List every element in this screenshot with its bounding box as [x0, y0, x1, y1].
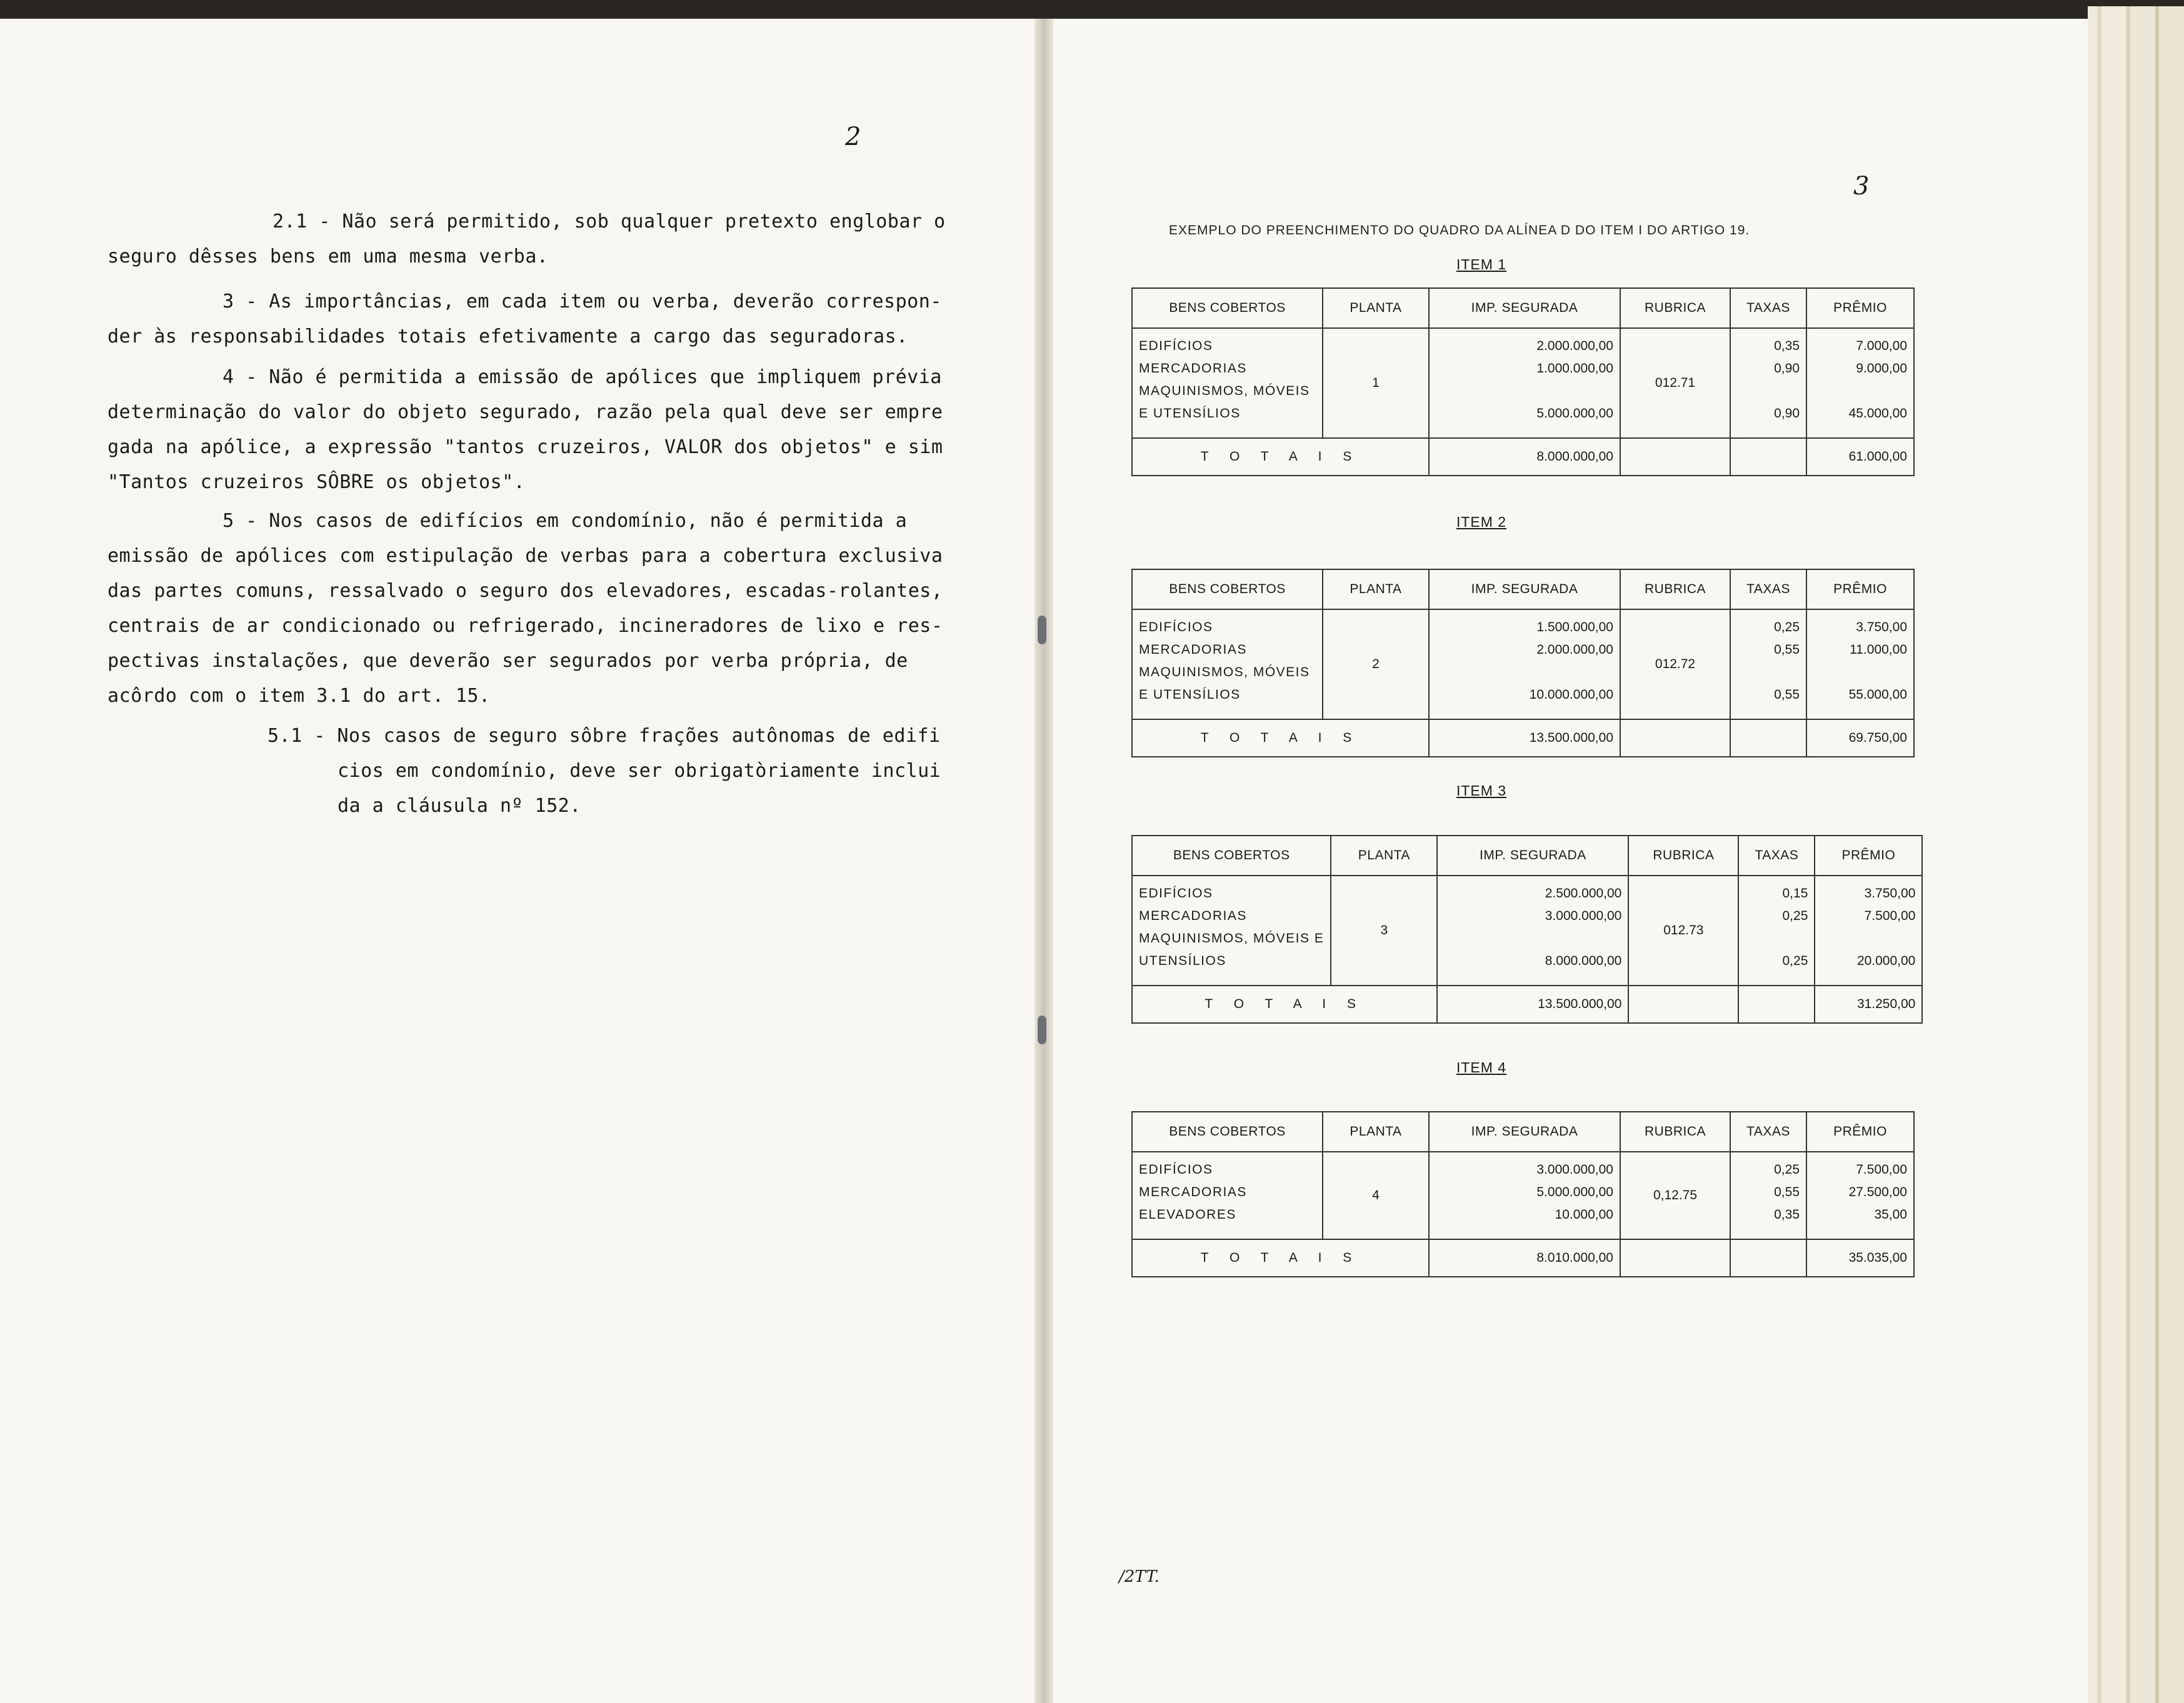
rate-cell-line: 0,90 — [1774, 361, 1800, 376]
insured-amount-cell-line: 1.000.000,00 — [1536, 361, 1613, 376]
insured-amount-cell-line: 8.000.000,00 — [1545, 954, 1622, 968]
total-insured-amount: 13.500.000,00 — [1429, 719, 1620, 757]
goods-cell-line: EDIFÍCIOS — [1139, 886, 1213, 901]
goods-cell-line: UTENSÍLIOS — [1139, 954, 1226, 968]
column-header: RUBRICA — [1620, 288, 1730, 328]
column-header: RUBRICA — [1628, 836, 1738, 876]
rubrica-cell: 0,12.75 — [1620, 1152, 1730, 1239]
goods-cell-line: EDIFÍCIOS — [1139, 1162, 1213, 1177]
premium-cell-line: 45.000,00 — [1848, 406, 1907, 421]
column-header: BENS COBERTOS — [1132, 836, 1331, 876]
insured-amount-cell — [1429, 609, 1620, 719]
column-header: IMP. SEGURADA — [1429, 1112, 1620, 1152]
column-header: TAXAS — [1730, 1112, 1806, 1152]
binding-clip — [1038, 1016, 1046, 1044]
rate-cell — [1730, 1152, 1806, 1239]
goods-cell-line: ELEVADORES — [1139, 1207, 1236, 1222]
paragraph-5-1-line: 5.1 - Nos casos de seguro sôbre frações autônomas de edifi — [268, 725, 941, 747]
premium-cell-line: 9.000,00 — [1856, 361, 1907, 376]
column-header: IMP. SEGURADA — [1437, 836, 1628, 876]
rate-cell-line: 0,35 — [1774, 339, 1800, 353]
total-premium: 69.750,00 — [1806, 719, 1914, 757]
rate-cell-line: 0,25 — [1782, 909, 1808, 923]
total-premium: 61.000,00 — [1806, 438, 1914, 476]
paragraph-5-line: das partes comuns, ressalvado o seguro dos elevadores, escadas-rolantes, — [108, 580, 943, 602]
page-number: 3 — [1853, 172, 1870, 201]
goods-cell-line: E UTENSÍLIOS — [1139, 687, 1241, 702]
column-header: PRÊMIO — [1806, 569, 1914, 609]
premium-cell-line: 3.750,00 — [1864, 886, 1916, 901]
column-header: RUBRICA — [1620, 1112, 1730, 1152]
column-header: PLANTA — [1323, 569, 1429, 609]
insured-amount-cell-line: 1.500.000,00 — [1536, 620, 1613, 634]
paragraph-5-line: centrais de ar condicionado ou refrigerado, incineradores de lixo e res- — [108, 615, 943, 637]
insured-amount-cell-line — [1444, 927, 1621, 950]
goods-cell — [1132, 328, 1323, 438]
premium-cell-line: 55.000,00 — [1848, 687, 1907, 702]
premium-cell — [1806, 1152, 1914, 1239]
example-header: EXEMPLO DO PREENCHIMENTO DO QUADRO DA ALÍNEA D DO ITEM I DO ARTIGO 19. — [1169, 223, 1750, 237]
column-header: IMP. SEGURADA — [1429, 288, 1620, 328]
insured-amount-cell-line — [1436, 380, 1613, 402]
paragraph-4-line: 4 - Não é permitida a emissão de apólices que impliquem prévia — [223, 366, 942, 388]
insured-amount-cell-line: 10.000.000,00 — [1529, 687, 1613, 702]
premium-cell-line: 3.750,00 — [1856, 620, 1907, 634]
paragraph-5-1-line: cios em condomínio, deve ser obrigatòriamente inclui — [338, 760, 941, 782]
column-header: BENS COBERTOS — [1132, 569, 1323, 609]
column-header: BENS COBERTOS — [1132, 1112, 1323, 1152]
rate-cell-line: 0,25 — [1774, 620, 1800, 634]
insured-amount-cell — [1429, 328, 1620, 438]
empty-cell — [1730, 1239, 1806, 1277]
paragraph-4-line: determinação do valor do objeto segurado, razão pela qual deve ser empre — [108, 401, 943, 423]
column-header: IMP. SEGURADA — [1429, 569, 1620, 609]
insured-amount-cell — [1429, 1152, 1620, 1239]
totals-label: T O T A I S — [1132, 986, 1437, 1023]
column-header: RUBRICA — [1620, 569, 1730, 609]
empty-cell — [1730, 438, 1806, 476]
rate-cell-line: 0,55 — [1774, 1185, 1800, 1199]
paragraph-5-line: emissão de apólices com estipulação de verbas para a cobertura exclusiva — [108, 545, 943, 567]
goods-cell — [1132, 609, 1323, 719]
totals-label: T O T A I S — [1132, 719, 1429, 757]
column-header: TAXAS — [1730, 288, 1806, 328]
insured-amount-cell-line: 5.000.000,00 — [1536, 406, 1613, 421]
rate-cell-line: 0,90 — [1774, 406, 1800, 421]
insurance-table — [1131, 1111, 1915, 1277]
premium-cell-line: 20.000,00 — [1856, 954, 1916, 968]
insurance-table — [1131, 569, 1915, 757]
paragraph-5-1-line: da a cláusula nº 152. — [338, 795, 581, 817]
insured-amount-cell-line: 3.000.000,00 — [1545, 909, 1622, 923]
insured-amount-cell-line: 10.000,00 — [1555, 1207, 1613, 1222]
paragraph-5-line: acôrdo com o item 3.1 do art. 15. — [108, 685, 491, 707]
rate-cell-line: 0,25 — [1774, 1162, 1800, 1177]
insured-amount-cell-line — [1436, 661, 1613, 684]
premium-cell-line: 7.000,00 — [1856, 339, 1907, 353]
column-header: PLANTA — [1323, 288, 1429, 328]
rate-cell-line — [1745, 927, 1808, 950]
rate-cell-line: 0,15 — [1782, 886, 1808, 901]
goods-cell-line: MAQUINISMOS, MÓVEIS — [1139, 665, 1310, 679]
planta-cell: 1 — [1323, 328, 1429, 438]
premium-cell — [1806, 328, 1914, 438]
column-header: TAXAS — [1738, 836, 1815, 876]
empty-cell — [1738, 986, 1815, 1023]
paragraph-3-line: 3 - As importâncias, em cada item ou verba, deverão correspon- — [223, 291, 942, 312]
item-title: ITEM 4 — [1456, 1059, 1507, 1076]
insured-amount-cell-line: 2.000.000,00 — [1536, 339, 1613, 353]
rate-cell-line: 0,35 — [1774, 1207, 1800, 1222]
insured-amount-cell-line: 2.500.000,00 — [1545, 886, 1622, 901]
total-insured-amount: 8.010.000,00 — [1429, 1239, 1620, 1277]
paragraph-5-line: 5 - Nos casos de edifícios em condomínio, não é permitida a — [223, 510, 908, 532]
empty-cell — [1620, 438, 1730, 476]
premium-cell-line: 27.500,00 — [1848, 1185, 1907, 1199]
paragraph-3-line: der às responsabilidades totais efetivamente a cargo das seguradoras. — [108, 326, 908, 347]
rate-cell — [1730, 609, 1806, 719]
insured-amount-cell-line: 5.000.000,00 — [1536, 1185, 1613, 1199]
item-title: ITEM 3 — [1456, 782, 1507, 799]
paragraph-2-1-line: 2.1 - Não será permitido, sob qualquer pretexto englobar o — [273, 211, 946, 232]
rate-cell-line — [1737, 661, 1800, 684]
paragraph-4-line: gada na apólice, a expressão "tantos cruzeiros, VALOR dos objetos" e sim — [108, 436, 943, 458]
insured-amount-cell-line: 2.000.000,00 — [1536, 642, 1613, 657]
rate-cell-line: 0,55 — [1774, 642, 1800, 657]
column-header: PRÊMIO — [1806, 1112, 1914, 1152]
empty-cell — [1628, 986, 1738, 1023]
totals-label: T O T A I S — [1132, 1239, 1429, 1277]
empty-cell — [1730, 719, 1806, 757]
rate-cell-line: 0,55 — [1774, 687, 1800, 702]
goods-cell-line: E UTENSÍLIOS — [1139, 406, 1241, 421]
premium-cell — [1806, 609, 1914, 719]
page-edges — [2088, 6, 2184, 1703]
goods-cell-line: EDIFÍCIOS — [1139, 620, 1213, 634]
premium-cell-line — [1821, 927, 1915, 950]
paragraph-5-line: pectivas instalações, que deverão ser segurados por verba própria, de — [108, 650, 908, 672]
column-header: BENS COBERTOS — [1132, 288, 1323, 328]
goods-cell-line: MAQUINISMOS, MÓVEIS — [1139, 384, 1310, 398]
book-spine — [1034, 19, 1053, 1703]
insurance-table — [1131, 835, 1923, 1024]
column-header: PLANTA — [1331, 836, 1437, 876]
planta-cell: 4 — [1323, 1152, 1429, 1239]
rubrica-cell: 012.71 — [1620, 328, 1730, 438]
goods-cell-line: MERCADORIAS — [1139, 361, 1247, 376]
page-number: 2 — [845, 122, 861, 151]
column-header: PRÊMIO — [1806, 288, 1914, 328]
goods-cell — [1132, 876, 1331, 986]
column-header: PLANTA — [1323, 1112, 1429, 1152]
column-header: PRÊMIO — [1815, 836, 1922, 876]
total-premium: 35.035,00 — [1806, 1239, 1914, 1277]
premium-cell-line: 7.500,00 — [1856, 1162, 1907, 1177]
column-header: TAXAS — [1730, 569, 1806, 609]
item-title: ITEM 2 — [1456, 514, 1507, 530]
planta-cell: 2 — [1323, 609, 1429, 719]
premium-cell — [1815, 876, 1922, 986]
goods-cell-line: MAQUINISMOS, MÓVEIS E — [1139, 931, 1325, 946]
empty-cell — [1620, 719, 1730, 757]
rubrica-cell: 012.72 — [1620, 609, 1730, 719]
item-title: ITEM 1 — [1456, 256, 1507, 272]
rate-cell — [1738, 876, 1815, 986]
goods-cell-line: MERCADORIAS — [1139, 642, 1247, 657]
total-insured-amount: 8.000.000,00 — [1429, 438, 1620, 476]
empty-cell — [1620, 1239, 1730, 1277]
insurance-table — [1131, 287, 1915, 476]
rate-cell-line: 0,25 — [1782, 954, 1808, 968]
rate-cell — [1730, 328, 1806, 438]
binding-clip — [1038, 616, 1046, 644]
total-insured-amount: 13.500.000,00 — [1437, 986, 1628, 1023]
insured-amount-cell-line: 3.000.000,00 — [1536, 1162, 1613, 1177]
premium-cell-line — [1813, 661, 1907, 684]
paragraph-4-line: "Tantos cruzeiros SÔBRE os objetos". — [108, 471, 526, 493]
goods-cell — [1132, 1152, 1323, 1239]
premium-cell-line: 11.000,00 — [1850, 642, 1907, 657]
goods-cell-line: MERCADORIAS — [1139, 909, 1247, 923]
rubrica-cell: 012.73 — [1628, 876, 1738, 986]
premium-cell-line: 35,00 — [1874, 1207, 1907, 1222]
goods-cell-line: MERCADORIAS — [1139, 1185, 1247, 1199]
paragraph-2-1-line: seguro dêsses bens em uma mesma verba. — [108, 246, 549, 267]
insured-amount-cell — [1437, 876, 1628, 986]
page-stamp: /2TT. — [1119, 1567, 1160, 1586]
totals-label: T O T A I S — [1132, 438, 1429, 476]
premium-cell-line — [1813, 380, 1907, 402]
planta-cell: 3 — [1331, 876, 1437, 986]
goods-cell-line: EDIFÍCIOS — [1139, 339, 1213, 353]
premium-cell-line: 7.500,00 — [1864, 909, 1916, 923]
rate-cell-line — [1737, 380, 1800, 402]
total-premium: 31.250,00 — [1815, 986, 1922, 1023]
